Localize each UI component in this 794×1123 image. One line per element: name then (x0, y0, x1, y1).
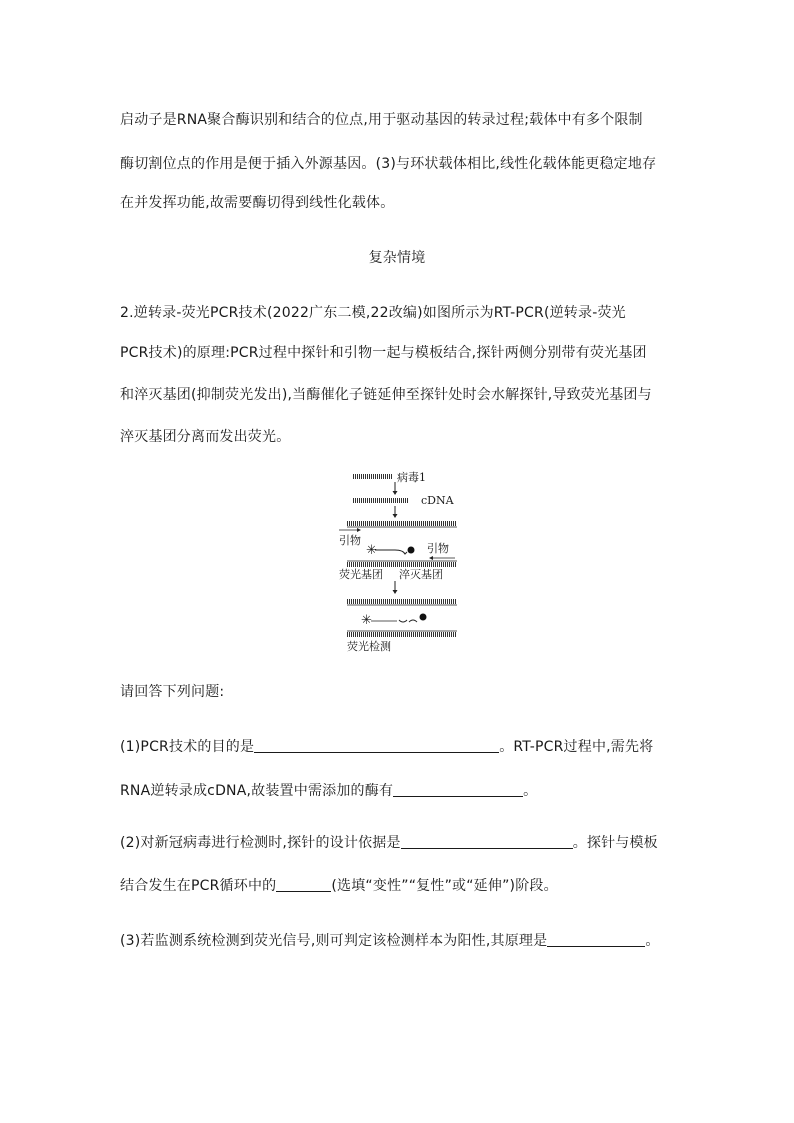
q2-text-c: 结合发生在PCR循环中的 (120, 878, 277, 894)
q3-text-a: (3)若监测系统检测到荧光信号,则可判定该检测样本为阳性,其原理是 (120, 933, 548, 949)
question2-line4: 淬灭基团分离而发出荧光。 (120, 429, 291, 445)
detect-strand-bottom (347, 632, 457, 637)
detect-quencher-dot (420, 614, 427, 621)
q2-answer-blank-2[interactable] (276, 877, 331, 892)
q1-text-c: RNA逆转录成cDNA,故装置中需添加的酶有 (120, 783, 394, 799)
template-strand-top (347, 521, 457, 526)
arrowhead-2 (393, 514, 398, 518)
q1-answer-blank-2[interactable] (393, 782, 523, 797)
probe-fragments (399, 620, 417, 622)
label-primer-left: 引物 (339, 534, 361, 547)
q3-answer-blank[interactable] (547, 932, 645, 947)
prompt-text: 请回答下列问题: (120, 684, 225, 700)
q1-line1 (120, 737, 680, 757)
arrowhead-3 (393, 590, 398, 594)
template-strand-bottom (347, 562, 457, 567)
label-virus: 病毒1 (397, 471, 426, 484)
q1-text-b: 。RT-PCR过程中,需先将 (499, 739, 654, 755)
para1-line1: 启动子是RNA聚合酶识别和结合的位点,用于驱动基因的转录过程;载体中有多个限制 (120, 112, 643, 128)
label-quench: 淬灭基团 (399, 568, 443, 581)
question2-line2: PCR技术)的原理:PCR过程中探针和引物一起与模板结合,探针两侧分别带有荧光基团 (120, 345, 647, 361)
q3-text-b: 。 (645, 933, 660, 949)
quencher-dot (408, 547, 415, 554)
para1-line3: 在并发挥功能,故需要酶切得到线性化载体。 (120, 195, 395, 211)
question2-line1: 2.逆转录-荧光PCR技术(2022广东二模,22改编)如图所示为RT-PCR(逆转录-荧光 (120, 305, 626, 321)
label-primer-right: 引物 (427, 542, 449, 555)
q2-answer-blank-1[interactable] (401, 834, 573, 849)
label-cdna: cDNA (421, 494, 454, 507)
detect-strand-top (347, 599, 457, 604)
q2-text-a: (2)对新冠病毒进行检测时,探针的设计依据是 (120, 835, 401, 851)
label-detect: 荧光检测 (347, 640, 391, 653)
primer-left-arrow (357, 528, 361, 532)
detect-star-icon: ✳ (361, 613, 372, 628)
question2-line3: 和淬灭基团(抑制荧光发出),当酶催化子链延伸至探针处时会水解探针,导致荧光基团与 (120, 387, 652, 403)
primer-right-arrow (429, 556, 433, 560)
q2-text-d: (选填“变性”“复性”或“延伸”)阶段。 (331, 878, 558, 894)
q2-line1 (120, 833, 680, 853)
q1-text-d: 。 (523, 783, 538, 799)
fluor-star-icon: ✳ (366, 543, 377, 558)
para1-line2: 酶切割位点的作用是便于插入外源基因。(3)与环状载体相比,线性化载体能更稳定地存 (120, 156, 657, 172)
cdna-strand (353, 498, 409, 503)
label-fluor: 荧光基团 (339, 568, 383, 581)
arrowhead-1 (393, 491, 398, 495)
virus-rna-strand (353, 474, 393, 479)
q1-line2 (120, 781, 680, 801)
section-title: 复杂情境 (368, 250, 426, 266)
q1-text-a: (1)PCR技术的目的是 (120, 739, 255, 755)
probe (375, 550, 407, 554)
q3-line1 (120, 931, 680, 951)
q1-answer-blank-1[interactable] (254, 738, 499, 753)
q2-line2 (120, 876, 680, 896)
rt-pcr-diagram (335, 468, 465, 658)
q2-text-b: 。探针与模板 (572, 835, 658, 851)
